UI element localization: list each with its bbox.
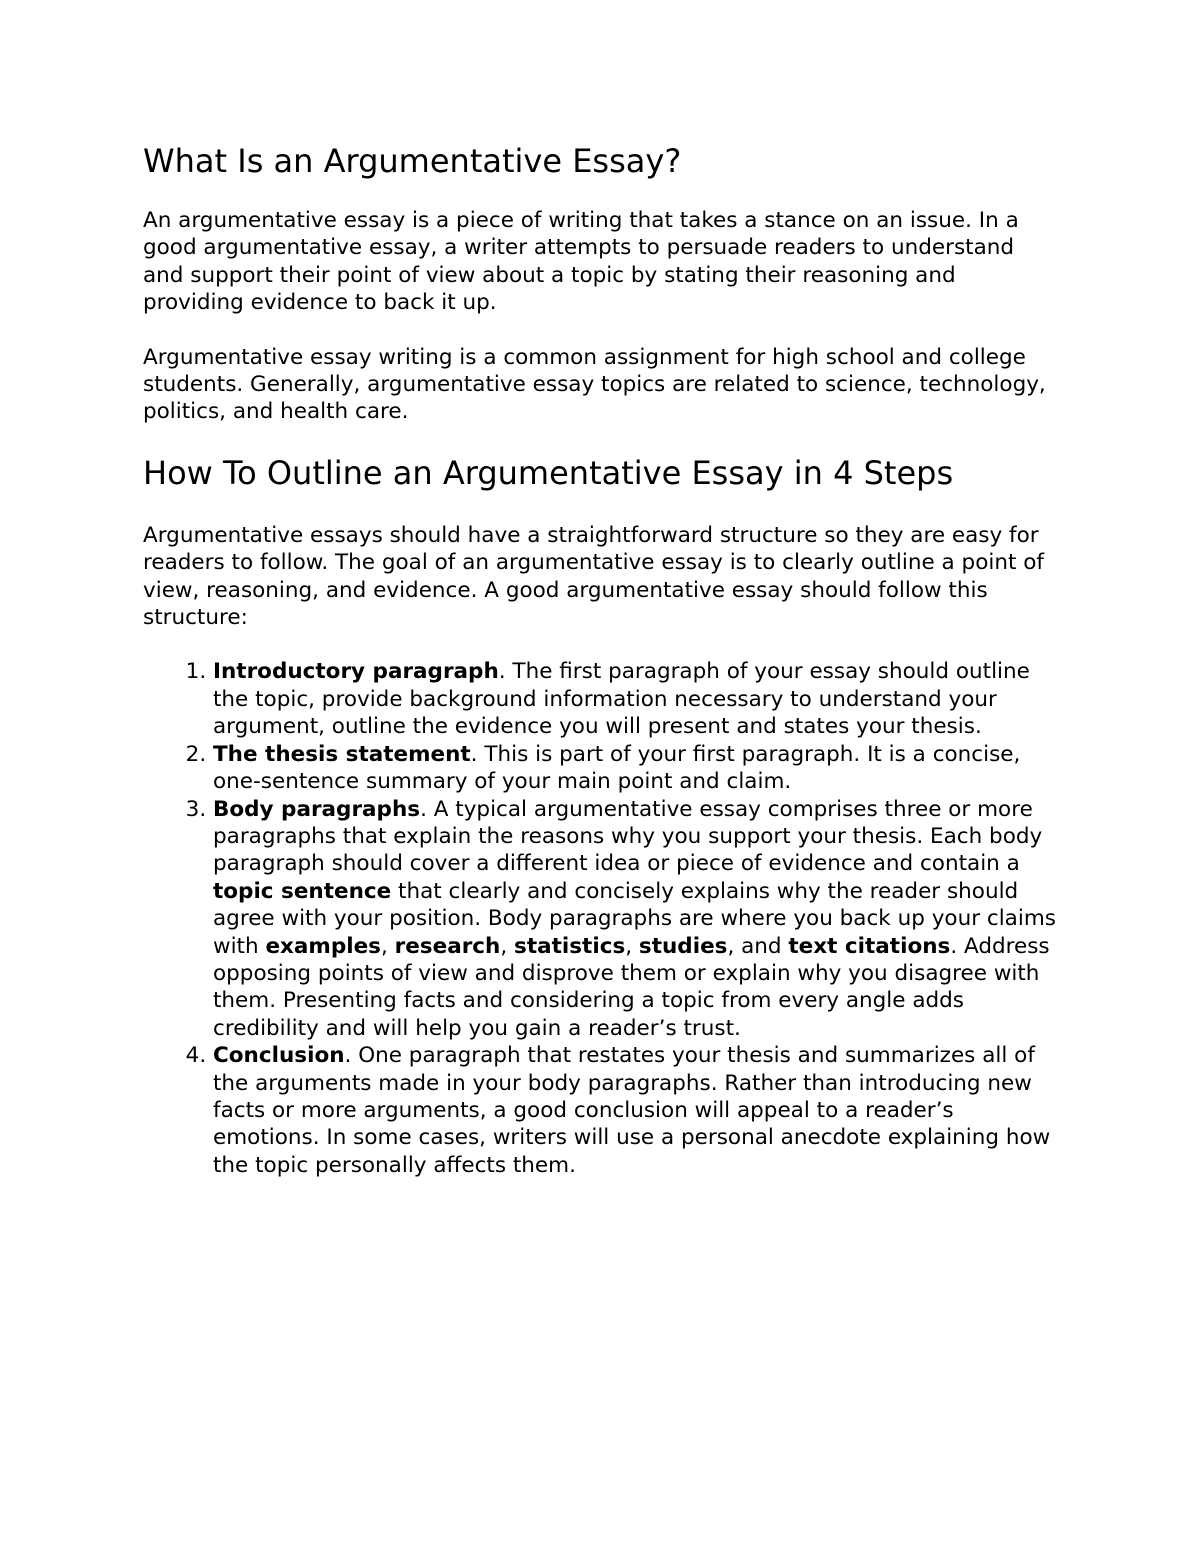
document-page — [143, 138, 1058, 1179]
separator: , — [625, 933, 639, 959]
separator: , and — [727, 933, 789, 959]
step-text: that clearly and concisely explains why the reader should agree with your position. Body paragraphs are where you back up your claims with — [213, 878, 1056, 959]
steps-list — [143, 658, 1058, 1179]
context-paragraph: Argumentative essay writing is a common assignment for high school and college students. Generally, argumentative essay topics are related to science, technology, politics, and health care. — [143, 344, 1046, 425]
step-text: . A typical argumentative essay comprises three or more paragraphs that explain the reasons why you support your thesis. Each body paragraph should cover a different idea or piece of evidence and contain a — [213, 796, 1043, 877]
step-text: . One paragraph that restates your thesis and summarizes all of the arguments made in your body paragraphs. Rather than introducing new facts or more arguments, a good conclusion will appeal to a reader’s emotions. In some cases, writers will use a personal anecdote explaining how the topic personally affects them. — [213, 1043, 1051, 1178]
topic-sentence-term: topic sentence — [213, 878, 392, 904]
structure-paragraph: Argumentative essays should have a straightforward structure so they are easy for readers to follow. The goal of an argumentative essay is to clearly outline a point of view, reasoning, and evidence. A good argumentative essay should follow this structure: — [143, 522, 1044, 631]
step-text: . This is part of your first paragraph. It is a concise, one-sentence summary of your main point and claim. — [213, 741, 1021, 795]
step-title: The thesis statement — [213, 741, 471, 767]
list-item-introductory — [213, 658, 1058, 740]
step-text: . The first paragraph of your essay should outline the topic, provide background information necessary to understand your argument, outline the evidence you will present and states your thesis. — [213, 659, 1030, 740]
step-title: Introductory paragraph — [213, 659, 499, 685]
page-title: What Is an Argumentative Essay? — [143, 142, 682, 180]
studies-term: studies — [638, 933, 728, 959]
research-term: research — [394, 933, 501, 959]
statistics-term: statistics — [514, 933, 626, 959]
step-title: Body paragraphs — [213, 796, 421, 822]
step-title: Conclusion — [213, 1043, 345, 1069]
list-item-thesis — [213, 741, 1058, 796]
intro-paragraph: An argumentative essay is a piece of writing that takes a stance on an issue. In a good argumentative essay, a writer attempts to persuade readers to understand and support their point of view about a topic by stating their reasoning and providing evidence to back it up. — [143, 208, 1019, 316]
text-citations-term: text citations — [788, 933, 951, 959]
list-item-conclusion — [213, 1042, 1058, 1179]
separator: , — [380, 933, 395, 959]
separator: , — [500, 933, 515, 959]
list-item-body — [213, 796, 1058, 1043]
step-text: . Address opposing points of view and disprove them or explain why you disagree with them. Presenting facts and considering a topic from every angle adds credibility and will help you gain a reader’s trust. — [213, 933, 1050, 1041]
section-heading: How To Outline an Argumentative Essay in 4 Steps — [143, 453, 954, 492]
examples-term: examples — [265, 933, 381, 959]
